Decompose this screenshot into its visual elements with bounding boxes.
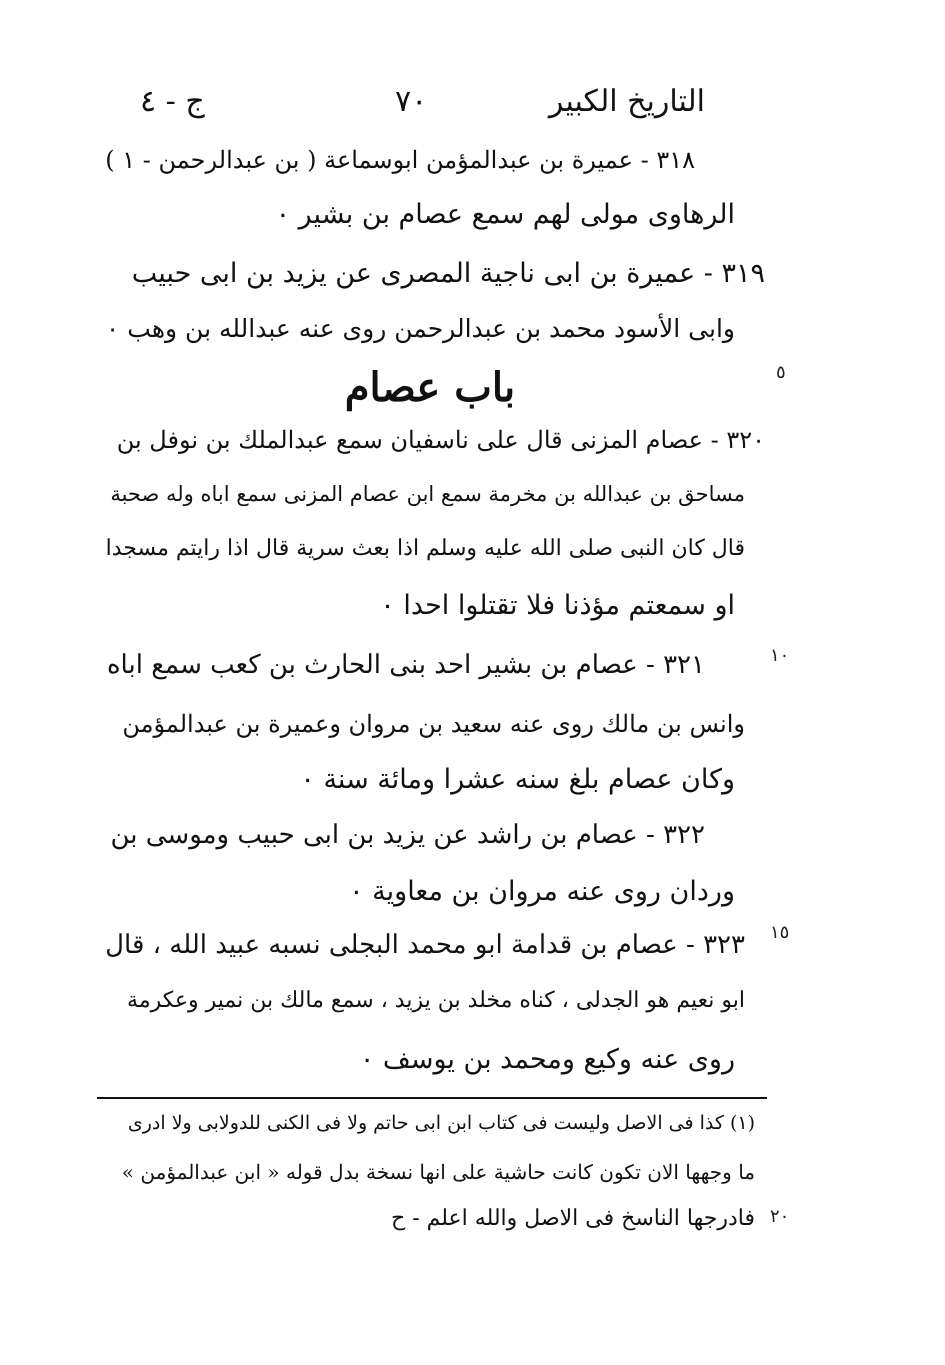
chapter-heading: باب عصام — [344, 364, 516, 411]
footnote-line-1: (١) كذا فى الاصل وليست فى كتاب ابن ابى حاتم ولا فى الكنى للدولابى ولا ادرى — [127, 1112, 755, 1134]
entry-318-line-2: الرهاوى مولى لهم سمع عصام بن بشير ٠ — [275, 199, 735, 230]
entry-323-line-1: ٣٢٣ - عصام بن قدامة ابو محمد البجلى نسبه عبيد الله ، قال — [105, 930, 745, 960]
volume-label: ج - ٤ — [140, 84, 205, 119]
entry-320-line-1: ٣٢٠ - عصام المزنى قال على ناسفيان سمع عبدالملك بن نوفل بن — [116, 426, 765, 454]
footnote-line-2: ما وجهها الان تكون كانت حاشية على انها نسخة بدل قوله « ابن عبدالمؤمن » — [121, 1160, 755, 1184]
entry-320-line-3: قال كان النبى صلى الله عليه وسلم اذا بعث سرية قال اذا رايتم مسجدا — [105, 536, 745, 561]
entry-320-line-4: او سمعتم مؤذنا فلا تقتلوا احدا ٠ — [380, 590, 735, 621]
entry-323-line-3: روى عنه وكيع ومحمد بن يوسف ٠ — [359, 1044, 735, 1075]
entry-322-line-2: وردان روى عنه مروان بن معاوية ٠ — [349, 876, 735, 907]
entry-319-line-1: ٣١٩ - عميرة بن ابى ناجية المصرى عن يزيد بن ابى حبيب — [131, 258, 765, 289]
margin-line-number-10: ١٠ — [770, 645, 790, 666]
entry-322-line-1: ٣٢٢ - عصام بن راشد عن يزيد بن ابى حبيب وموسى بن — [110, 820, 705, 850]
footnote-line-3: فادرجها الناسخ فى الاصل والله اعلم - ح — [391, 1206, 755, 1231]
margin-line-number-15: ١٥ — [770, 922, 790, 943]
page-number: ٧٠ — [395, 84, 428, 119]
margin-line-number-20: ٢٠ — [770, 1206, 790, 1227]
entry-318-line-1: ٣١٨ - عميرة بن عبدالمؤمن ابوسماعة ( بن عبدالرحمن - ١ ) — [105, 146, 695, 174]
margin-line-number-5: ٥ — [776, 362, 786, 383]
entry-320-line-2: مساحق بن عبدالله بن مخرمة سمع ابن عصام المزنى سمع اباه وله صحبة — [110, 482, 745, 506]
entry-321-line-1: ٣٢١ - عصام بن بشير احد بنى الحارث بن كعب سمع اباه — [106, 650, 705, 680]
entry-321-line-2: وانس بن مالك روى عنه سعيد بن مروان وعميرة بن عبدالمؤمن — [122, 710, 745, 738]
entry-323-line-2: ابو نعيم هو الجدلى ، كناه مخلد بن يزيد ، سمع مالك بن نمير وعكرمة — [127, 988, 745, 1013]
entry-321-line-3: وكان عصام بلغ سنه عشرا ومائة سنة ٠ — [300, 764, 735, 795]
entry-319-line-2: وابى الأسود محمد بن عبدالرحمن روى عنه عبدالله بن وهب ٠ — [105, 314, 735, 343]
book-title: التاريخ الكبير — [548, 84, 705, 119]
footnote-divider — [97, 1097, 767, 1099]
